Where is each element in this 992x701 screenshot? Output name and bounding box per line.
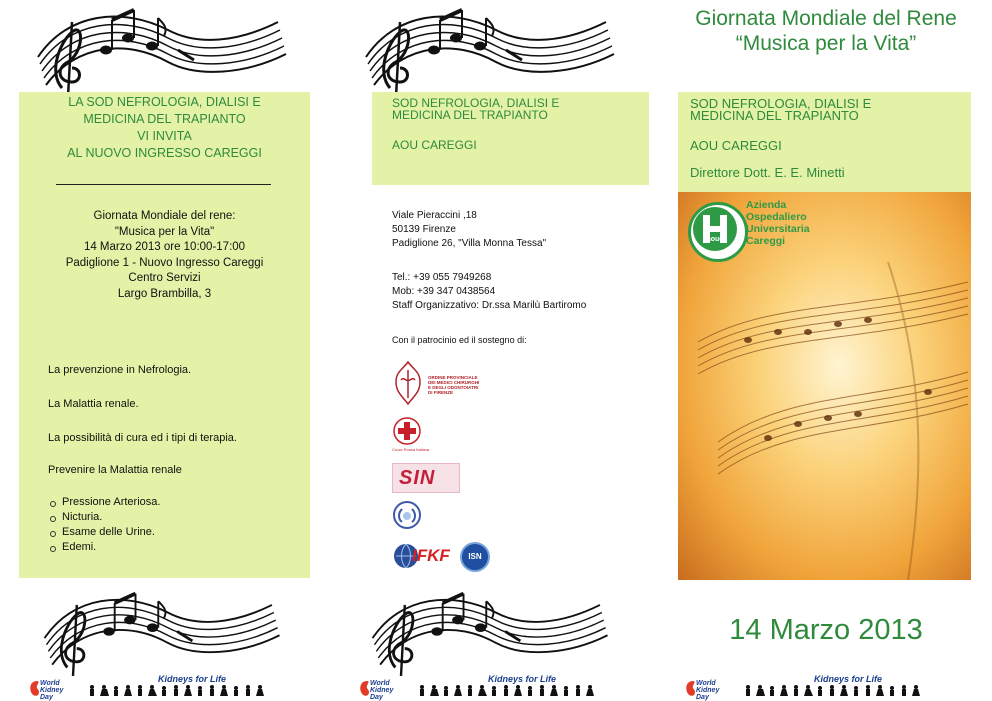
patronage-text: Con il patrocinio ed il sostegno di: [392, 335, 527, 345]
hospital-name: AOU CAREGGI [690, 138, 782, 153]
wkd-text [40, 680, 63, 701]
world-kidney-day-logo [28, 678, 80, 700]
event-line: Padiglione 1 - Nuovo Ingresso Careggi [65, 256, 264, 269]
event-line: Largo Brambilla, 3 [117, 287, 212, 300]
ordine-line: DEI MEDICI CHIRURGHI [428, 380, 480, 385]
people-figures-icon [418, 684, 598, 697]
wkd-word: Day [370, 694, 383, 701]
music-staff-icon [28, 586, 298, 676]
hospital-h-icon [688, 202, 742, 256]
hospital-name: AOU CAREGGI [392, 138, 477, 152]
aouc-text-line: Ospedaliero [746, 211, 807, 223]
world-kidney-day-logo [358, 678, 410, 700]
aouc-label: aouc [706, 236, 724, 243]
ordine-line: ORDINE PROVINCIALE [428, 375, 478, 380]
wkd-word: Kidney [40, 687, 64, 694]
sin-logo [392, 463, 460, 493]
list-item: Edemi. [48, 540, 160, 555]
panel-left [0, 0, 330, 701]
event-line: Centro Servizi [128, 272, 201, 284]
aouc-text-line: Careggi [746, 235, 786, 247]
sin-text: SIN [399, 467, 436, 489]
event-line: 14 Marzo 2013 ore 10:00-17:00 [83, 241, 246, 253]
address-line: Viale Pieraccini ,18 [392, 210, 477, 221]
isn-badge [460, 542, 490, 572]
aouc-text [746, 199, 810, 247]
croce-rossa-logo [392, 416, 452, 458]
invite-heading-line: MEDICINA DEL TRAPIANTO [83, 112, 246, 126]
wkd-word: World [696, 680, 716, 687]
music-staff-icon [356, 2, 626, 97]
footer-banner [28, 674, 318, 701]
divider [56, 184, 271, 185]
invite-heading [19, 94, 310, 162]
cover-title [660, 6, 992, 56]
ifkf-isn-logos [392, 540, 502, 572]
topic-item: Prevenire la Malattia renale [48, 464, 182, 476]
address-line: 50139 Firenze [392, 224, 456, 235]
kidneys-for-life-text: Kidneys for Life [488, 674, 557, 684]
red-cross-icon [392, 416, 422, 446]
panel-right [660, 0, 992, 701]
ifkf-text: IFKF [412, 546, 450, 565]
world-kidney-day-logo [684, 678, 736, 700]
wkd-word: Kidney [370, 687, 394, 694]
topic-item: La Malattia renale. [48, 398, 139, 410]
aouc-text-line: Azienda [746, 199, 787, 211]
wkd-word: Kidney [696, 687, 720, 694]
department-heading [392, 97, 559, 121]
wkd-text [370, 680, 393, 701]
department-heading-line: SOD NEFROLOGIA, DIALISI E [392, 96, 560, 110]
cover-title-line: Giornata Mondiale del Rene [695, 7, 957, 30]
footer-banner [684, 674, 974, 701]
contacts-block [392, 271, 586, 313]
topic-item: La possibilità di cura ed i tipi di terapia. [48, 432, 237, 444]
department-heading [690, 98, 871, 122]
kidneys-for-life-text: Kidneys for Life [158, 674, 227, 684]
director-name: Direttore Dott. E. E. Minetti [690, 165, 845, 180]
wkd-word: World [40, 680, 60, 687]
aouc-text-line: Universitaria [746, 223, 810, 235]
kidneys-for-life-text: Kidneys for Life [814, 674, 883, 684]
music-staff-icon [28, 2, 298, 97]
wkd-word: Day [40, 694, 53, 701]
people-figures-icon [88, 684, 268, 697]
ordine-medici-logo [392, 360, 512, 406]
prevention-list [48, 495, 160, 555]
croce-rossa-text: Croce Rossa Italiana [392, 447, 430, 452]
department-heading-line: SOD NEFROLOGIA, DIALISI E [690, 96, 872, 111]
event-details [19, 209, 310, 302]
panel-middle [330, 0, 660, 701]
topic-item: La prevenzione in Nefrologia. [48, 364, 192, 376]
list-item: Nicturia. [48, 510, 160, 525]
event-line: Giornata Mondiale del rene: [93, 210, 236, 222]
list-item: Pressione Arteriosa. [48, 495, 160, 510]
society-emblem-icon [392, 500, 422, 530]
department-heading-line: MEDICINA DEL TRAPIANTO [690, 108, 859, 123]
contact-line: Staff Organizzativo: Dr.ssa Marilù Bartiromo [392, 300, 587, 311]
event-date: 14 Marzo 2013 [729, 614, 923, 646]
department-heading-line: MEDICINA DEL TRAPIANTO [392, 108, 548, 122]
wkd-text [696, 680, 719, 701]
sheet-music-image [678, 192, 971, 580]
isn-text: ISN [468, 552, 482, 561]
ordine-text [428, 375, 479, 395]
wkd-word: Day [696, 694, 709, 701]
wkd-word: World [370, 680, 390, 687]
aouc-logo [688, 202, 748, 262]
footer-banner [358, 674, 648, 701]
contact-line: Tel.: +39 055 7949268 [392, 272, 492, 283]
music-staff-icon [356, 586, 626, 676]
people-figures-icon [744, 684, 924, 697]
ordine-line: E DEGLI ODONTOIATRI [428, 385, 479, 390]
info-panel [19, 92, 310, 578]
address-block [392, 209, 546, 251]
department-box [372, 92, 649, 185]
cover-title-line: “Musica per la Vita” [735, 32, 917, 55]
event-line: "Musica per la Vita" [114, 225, 215, 238]
address-line: Padiglione 26, "Villa Monna Tessa" [392, 238, 547, 249]
invite-heading-line: LA SOD NEFROLOGIA, DIALISI E [68, 95, 261, 109]
invite-heading-line: VI INVITA [137, 129, 192, 143]
invite-heading-line: AL NUOVO INGRESSO CAREGGI [67, 146, 262, 160]
contact-line: Mob: +39 347 0438564 [392, 286, 496, 297]
department-box [678, 92, 971, 192]
lily-crest-icon [392, 360, 424, 406]
list-item: Esame delle Urine. [48, 525, 160, 540]
ordine-line: DI FIRENZE [428, 390, 454, 395]
